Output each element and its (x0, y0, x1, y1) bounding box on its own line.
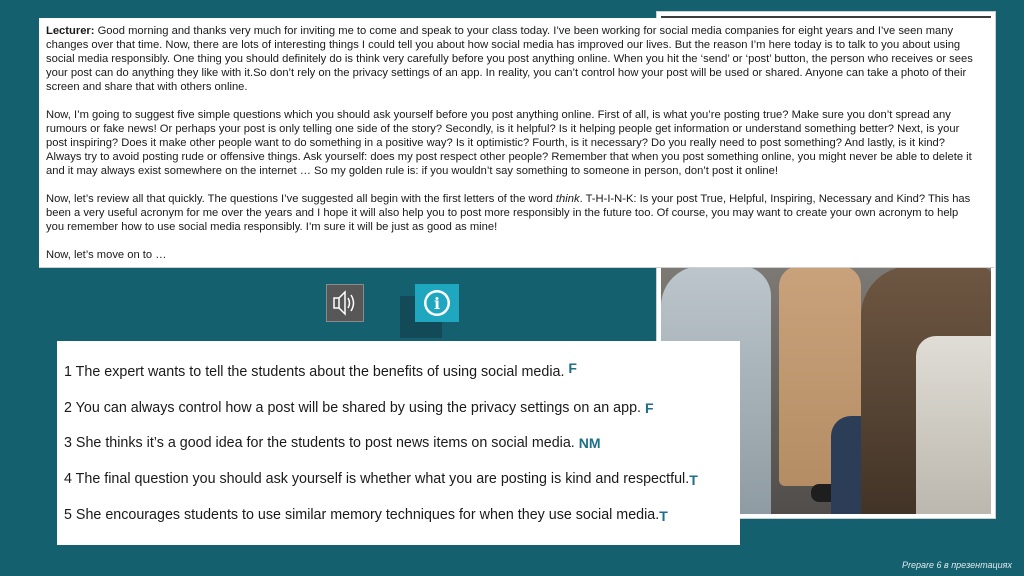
question-1 (64, 360, 577, 380)
transcript-text-3b: . T-H-I-N-K: Is your post True, Helpful, Inspiring, Necessary and Kind? This has been a very useful acronym for me over the years and I hope it will also help you to post more responsibly in the future too. Of course, you may want to create your own acronym to help you remember how to use social media responsibly. I’m sure it will be just as good as mine! (46, 193, 971, 233)
question-3 (64, 434, 601, 451)
sound-button[interactable] (326, 284, 364, 322)
answer-label: T (659, 508, 668, 524)
transcript-emphasis-think: think (555, 193, 580, 205)
info-button[interactable] (415, 284, 459, 322)
speaker-label: Lecturer: (46, 25, 95, 37)
transcript-text-1: Good morning and thanks very much for inviting me to come and speak to your class today. I’ve been working for social media companies for eight years and I’ve seen many changes over that time. Now, there are lots of interesting things I could tell you about how social media has improved our lives. But the reason I’m here today is to talk to you about using social media responsibly. One thing you should definitely do is think very carefully before you post anything online. When you hit the ‘send’ or ‘post’ button, the person who receives or sees your post can do anything they like with it.So don’t rely on the privacy settings of an app. In reality, you can’t control how your post will be used or shared. Anyone can take a photo of their screen and share that with others online. (46, 25, 973, 93)
question-text: 3 She thinks it’s a good idea for the students to post news items on social media. (64, 435, 575, 451)
answer-label: F (644, 400, 654, 416)
sound-speaker-icon (332, 288, 358, 318)
question-2 (64, 399, 654, 416)
answer-label: F (568, 360, 577, 376)
question-text: 2 You can always control how a post will be shared by using the privacy settings on an app. (64, 400, 641, 416)
question-5 (64, 506, 668, 523)
info-icon (422, 288, 452, 318)
question-text: 5 She encourages students to use similar memory techniques for when they use social media. (64, 507, 660, 523)
questions-box (57, 341, 740, 545)
photo-chair (916, 336, 991, 514)
footer-caption: Prepare 6 в презентациях (902, 560, 1012, 570)
question-text: 1 The expert wants to tell the students about the benefits of using social media. (64, 364, 565, 380)
info-glyph: i (433, 294, 441, 313)
transcript-paragraph-1 (46, 24, 976, 94)
transcript-text-3a: Now, let’s review all that quickly. The questions I’ve suggested all begin with the first letters of the word (46, 193, 556, 205)
transcript-paragraph-3 (46, 192, 976, 234)
answer-label: NM (578, 435, 601, 451)
transcript-box (39, 18, 994, 268)
transcript-paragraph-2: Now, I’m going to suggest five simple questions which you should ask yourself before you post anything online. First of all, is what you’re posting true? Make sure you don’t spread any rumours or fake news! Or perhaps your post is only telling one side of the story? Secondly, is it helpful? Is it helping people get information or understand something better? Next, is your post inspiring? Does it make other people want to do something in a positive way? Is it optimistic? Fourth, is it necessary? Do you really need to post something? And lastly, is it kind? Always try to avoid posting rude or offensive things. Ask yourself: does my post respect other people? Remember that when you post something online, you might never be able to delete it and it may always exist somewhere on the internet … So my golden rule is: if you wouldn’t say something to someone in person, don’t post it online! (46, 109, 972, 177)
transcript-paragraph-4: Now, let’s move on to … (46, 249, 167, 261)
question-4 (64, 470, 698, 487)
answer-label: T (689, 472, 698, 488)
question-text: 4 The final question you should ask yourself is whether what you are posting is kind and respectful. (64, 471, 690, 487)
